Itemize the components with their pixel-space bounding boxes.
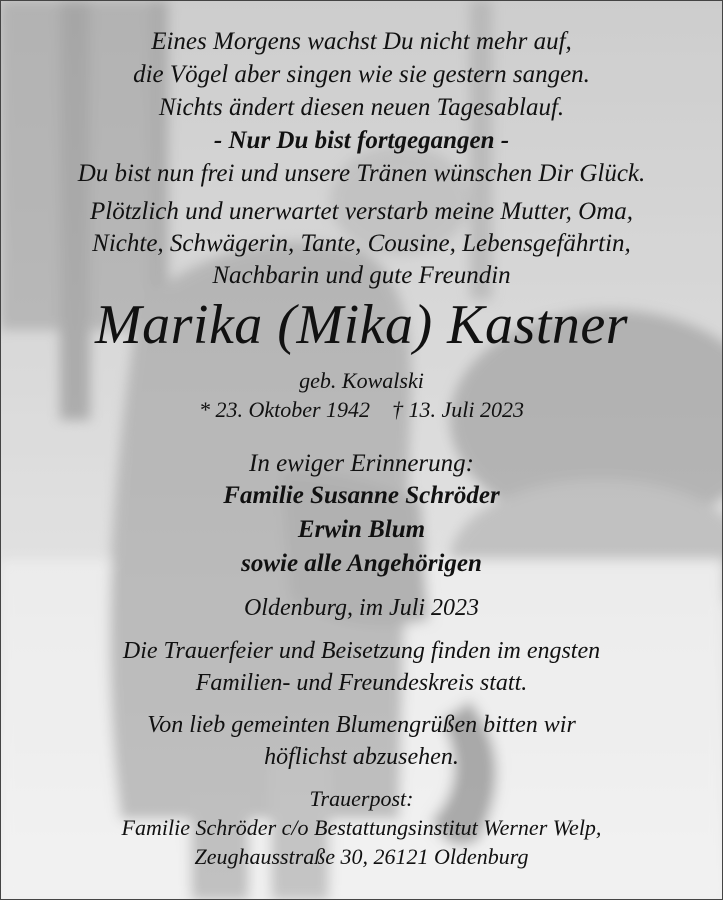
poem-line-4: - Nur Du bist fortgegangen - — [213, 127, 510, 154]
funeral-note-line-2: Familien- und Freundeskreis statt. — [195, 670, 528, 696]
funeral-note-line-1: Die Trauerfeier und Beisetzung finden im engsten — [122, 638, 601, 664]
poem-line-2: die Vögel aber singen wie sie gestern sangen. — [133, 61, 590, 88]
mourner-line-2: Erwin Blum — [297, 516, 426, 543]
mourner-line-1: Familie Susanne Schröder — [223, 482, 500, 509]
mail-label: Trauerpost: — [309, 786, 414, 811]
deceased-name: Marika (Mika) Kastner — [94, 294, 629, 356]
announcement-line-3: Nachbarin und gute Freundin — [212, 262, 511, 289]
announcement-line-1: Plötzlich und unerwartet verstarb meine Mutter, Oma, — [90, 198, 633, 225]
poem-line-3: Nichts ändert diesen neuen Tagesablauf. — [158, 94, 565, 121]
announcement-line-2: Nichte, Schwägerin, Tante, Cousine, Lebensgefährtin, — [92, 230, 631, 257]
mail-address-line-2: Zeughausstraße 30, 26121 Oldenburg — [194, 844, 529, 869]
mourner-line-3: sowie alle Angehörigen — [241, 550, 482, 577]
mourners-intro: In ewiger Erinnerung: — [249, 450, 474, 477]
mail-address-line-1: Familie Schröder c/o Bestattungsinstitut Werner Welp, — [121, 815, 602, 840]
life-dates: * 23. Oktober 1942 † 13. Juli 2023 — [198, 397, 525, 422]
maiden-name: geb. Kowalski — [299, 368, 424, 393]
place-date: Oldenburg, im Juli 2023 — [243, 595, 480, 621]
flowers-note-line-2: höflichst abzusehen. — [264, 744, 459, 770]
poem-line-5: Du bist nun frei und unsere Tränen wünschen Dir Glück. — [77, 160, 646, 187]
poem-line-1: Eines Morgens wachst Du nicht mehr auf, — [151, 28, 572, 55]
flowers-note-line-1: Von lieb gemeinten Blumengrüßen bitten wir — [147, 712, 576, 738]
